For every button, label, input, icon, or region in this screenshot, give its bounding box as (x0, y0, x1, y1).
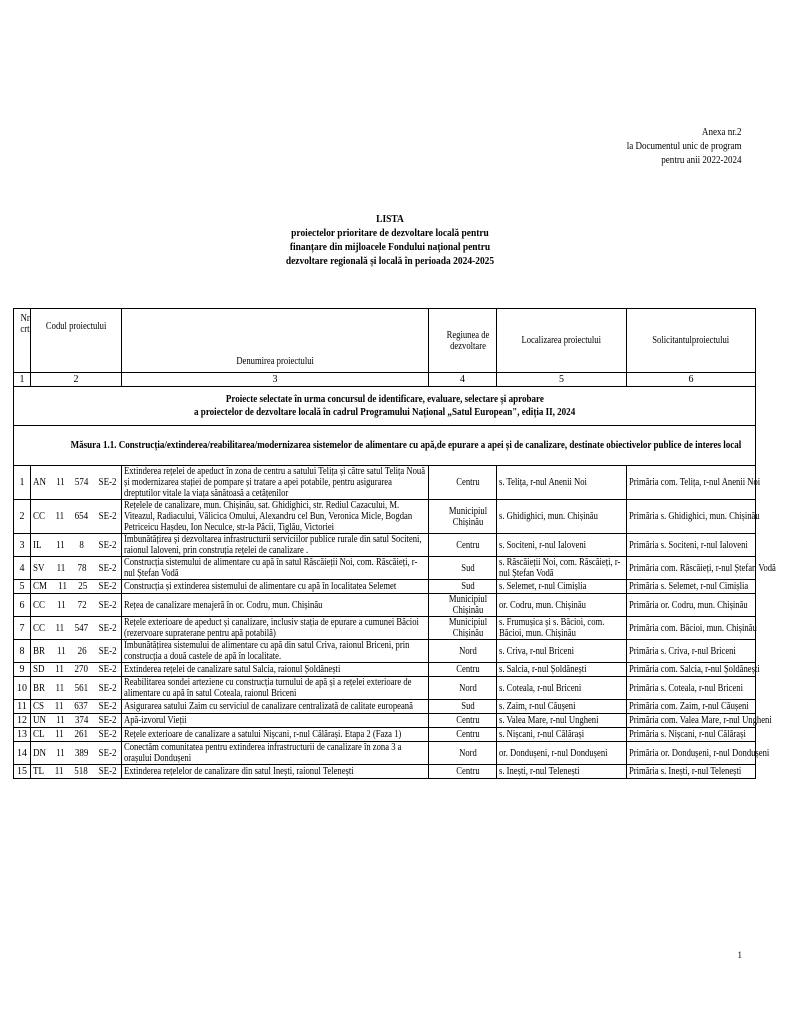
project-name: Construcția și extinderea sistemului de alimentare cu apă în localitatea Selemet (122, 580, 429, 594)
project-location: s. Nișcani, r-nul Călărași (497, 728, 627, 742)
table-header-row (14, 309, 756, 373)
project-name: Asigurarea satului Zaim cu serviciul de canalizare centralizată de calitate europeană (122, 700, 429, 714)
project-location: s. Coteala, r-nul Briceni (497, 677, 627, 700)
project-applicant: Primăria or. Dondușeni, r-nul Dondușeni (627, 742, 756, 765)
project-location: or. Dondușeni, r-nul Dondușeni (497, 742, 627, 765)
project-code-part: 11 (56, 645, 66, 657)
development-region: Municipiul Chișinău (429, 500, 497, 534)
development-region: Centru (429, 714, 497, 728)
development-region: Centru (429, 466, 497, 500)
header-applicant: Solicitantulproiectului (627, 309, 756, 373)
development-region: Centru (429, 765, 497, 779)
project-code (31, 534, 122, 557)
project-code-part: CC (33, 511, 46, 522)
title-line-1: LISTA (376, 213, 404, 225)
project-name: Extinderea rețelelor de canalizare din satul Inești, raionul Telenești (122, 765, 429, 779)
measure-heading-row (14, 426, 756, 466)
row-number: 5 (14, 580, 31, 594)
table-row (14, 742, 756, 765)
column-number: 6 (627, 373, 756, 387)
project-code-part: BR (33, 682, 46, 694)
project-applicant: Primăria or. Codru, mun. Chișinău (627, 594, 756, 617)
project-code (31, 728, 122, 742)
table-row (14, 700, 756, 714)
project-code-part: CC (33, 622, 46, 634)
row-number: 14 (14, 742, 31, 765)
project-code-part: 11 (56, 747, 65, 759)
project-location: or. Codru, mun. Chișinău (497, 594, 627, 617)
project-code-part: SE-2 (98, 664, 117, 675)
row-number: 15 (14, 765, 31, 779)
project-applicant: Primăria com. Salcia, r-nul Șoldănești (627, 663, 756, 677)
project-name: Reabilitarea sondei arteziene cu construcția turnului de apă și a rețelei exterioare de alimentare cu apă în satul Coteala, raionul Briceni (122, 677, 429, 700)
project-code-part: 389 (74, 747, 89, 759)
project-location: s. Inești, r-nul Telenești (497, 765, 627, 779)
project-code-part: SE-2 (98, 581, 117, 592)
development-region: Centru (429, 728, 497, 742)
development-region: Sud (429, 580, 497, 594)
title-line-3: finanțare din mijloacele Fondului național pentru (289, 241, 491, 253)
project-name: Îmbunătățirea și dezvoltarea infrastructurii serviciilor publice rurale din satul Sociteni, raionul Ialoveni, prin construția rețelei de canalizare . (122, 534, 429, 557)
project-code-part: 8 (79, 539, 84, 551)
project-code-part: 518 (74, 766, 88, 777)
header-code: Codul proiectului (31, 309, 122, 373)
project-code-part: CM (33, 581, 48, 592)
project-code (31, 714, 122, 728)
project-code-part: 11 (55, 511, 65, 522)
column-number: 5 (497, 373, 627, 387)
project-code-part: 11 (56, 539, 65, 551)
table-row (14, 714, 756, 728)
project-code-part: SE-2 (98, 477, 117, 488)
project-code-part: 25 (78, 581, 88, 592)
project-applicant: Primăria s. Selemet, r-nul Cimișlia (627, 580, 756, 594)
project-code-part: 11 (58, 581, 67, 592)
project-code-part: DN (33, 747, 47, 759)
project-code-part: IL (33, 539, 42, 551)
project-name: Rețea de canalizare menajeră în or. Codru, mun. Chișinău (122, 594, 429, 617)
table-row (14, 500, 756, 534)
project-code-part: 654 (74, 511, 89, 522)
project-name: Extinderea rețelei de canalizare satul Salcia, raionul Șoldănești (122, 663, 429, 677)
project-code-part: 261 (74, 729, 88, 740)
project-code (31, 765, 122, 779)
project-name: Extinderea rețelei de apeduct în zona de centru a satului Telița și către satul Telița Nouă și modernizarea stației de pompare și tratare a apei potabile, pentru asigurarea dreptutilor vitale la viața sănătoasă a cetățenilor (122, 466, 429, 500)
page-number: 1 (737, 950, 742, 960)
project-code-part: 547 (74, 622, 89, 634)
table-row (14, 557, 756, 580)
row-number: 1 (14, 466, 31, 500)
project-code-part: 637 (74, 701, 88, 712)
project-code (31, 663, 122, 677)
development-region: Nord (429, 677, 497, 700)
project-applicant: Primăria s. Ghidighici, mun. Chișinău (627, 500, 756, 534)
row-number: 13 (14, 728, 31, 742)
row-number: 6 (14, 594, 31, 617)
project-applicant: Primăria s. Nișcani, r-nul Călărași (627, 728, 756, 742)
row-number: 8 (14, 640, 31, 663)
development-region: Centru (429, 534, 497, 557)
project-code-part: 374 (74, 715, 89, 726)
project-name: Construcția sistemului de alimentare cu apă în satul Răscăieții Noi, com. Răscăieți, r-nul Ștefan Vodă (122, 557, 429, 580)
project-code-part: SE-2 (98, 729, 117, 740)
project-applicant: Primăria s. Criva, r-nul Briceni (627, 640, 756, 663)
section-heading: Proiecte selectate în urma concursul de identificare, evaluare, selectare și aprobare a proiectelor de dezvoltare locală în cadrul Programului Național „Satul European", ediția II, 2024 (14, 387, 756, 426)
project-code-part: SE-2 (98, 539, 117, 551)
annex-line-3: pentru anii 2022-2024 (661, 155, 742, 166)
column-number: 2 (31, 373, 122, 387)
project-code-part: SE-2 (98, 766, 117, 777)
project-code-part: 574 (74, 477, 89, 488)
project-code (31, 466, 122, 500)
project-location: s. Zaim, r-nul Căușeni (497, 700, 627, 714)
project-code-part: 26 (77, 645, 87, 657)
project-applicant: Primăria com. Zaim, r-nul Căușeni (627, 700, 756, 714)
project-code-part: 11 (55, 622, 65, 634)
development-region: Centru (429, 663, 497, 677)
header-name: Denumirea proiectului (122, 309, 429, 373)
table-row (14, 640, 756, 663)
project-code (31, 742, 122, 765)
table-row (14, 594, 756, 617)
development-region: Nord (429, 640, 497, 663)
project-code (31, 640, 122, 663)
project-location: s. Răscăieții Noi, com. Răscăieți, r-nul Ștefan Vodă (497, 557, 627, 580)
development-region: Nord (429, 742, 497, 765)
project-code-part: SE-2 (98, 701, 117, 712)
projects-table (13, 308, 776, 779)
project-code-part: 11 (56, 599, 66, 611)
title-line-4: dezvoltare regională și locală în perioada 2024-2025 (285, 255, 495, 267)
project-location: s. Salcia, r-nul Șoldănești (497, 663, 627, 677)
section-heading-row (14, 387, 756, 426)
project-applicant: Primăria s. Inești, r-nul Telenești (627, 765, 756, 779)
header-location: Localizarea proiectului (497, 309, 627, 373)
row-number: 12 (14, 714, 31, 728)
project-code-part: 270 (74, 664, 88, 675)
table-row (14, 663, 756, 677)
table-row (14, 580, 756, 594)
project-code-part: 11 (55, 682, 65, 694)
project-code-part: SE-2 (98, 599, 117, 611)
project-code-part: SD (33, 664, 45, 675)
header-region: Regiunea de dezvoltare (429, 309, 497, 373)
project-code-part: 11 (56, 562, 66, 574)
project-code-part: CS (33, 701, 45, 712)
project-code-part: BR (33, 645, 46, 657)
project-code-part: 11 (56, 477, 65, 488)
project-code-part: 11 (54, 701, 64, 712)
table-row (14, 765, 756, 779)
row-number: 9 (14, 663, 31, 677)
table-row (14, 466, 756, 500)
title-line-2: proiectelor prioritare de dezvoltare locală pentru (291, 227, 489, 239)
column-number: 3 (122, 373, 429, 387)
project-name: Conectăm comunitatea pentru extinderea infrastructurii de canalizare în zona 3 a orașului Dondușeni (122, 742, 429, 765)
project-name: Rețele exterioare de apeduct și canalizare, inclusiv stația de epurare a cumunei Băcioi (rezervoare supraterane pentru apă potabilă) (122, 617, 429, 640)
column-number: 1 (14, 373, 31, 387)
project-code (31, 580, 122, 594)
row-number: 10 (14, 677, 31, 700)
column-number: 4 (429, 373, 497, 387)
project-code-part: SE-2 (98, 682, 117, 694)
table-row (14, 534, 756, 557)
annex-line-1: Anexa nr.2 (702, 127, 742, 138)
project-code (31, 594, 122, 617)
project-name: Îmbunătățirea sistemului de alimentare cu apă din satul Criva, raionul Briceni, prin construcția a două castele de apă în localitate. (122, 640, 429, 663)
project-location: s. Ghidighici, mun. Chișinău (497, 500, 627, 534)
project-applicant: Primăria com. Răscăieți, r-nul Ștefan Vodă (627, 557, 756, 580)
project-code-part: 11 (54, 766, 64, 777)
project-code-part: 11 (56, 715, 65, 726)
row-number: 4 (14, 557, 31, 580)
project-location: s. Telița, r-nul Anenii Noi (497, 466, 627, 500)
annex-line-2: la Documentul unic de program (627, 141, 742, 152)
project-code (31, 500, 122, 534)
table-row (14, 728, 756, 742)
project-code (31, 677, 122, 700)
header-nr: Nr. crt. (14, 309, 31, 373)
project-code-part: UN (33, 715, 47, 726)
project-location: s. Frumușica și s. Băcioi, com. Băcioi, mun. Chișinău (497, 617, 627, 640)
column-number-row (14, 373, 756, 387)
project-code-part: 11 (55, 729, 64, 740)
row-number: 3 (14, 534, 31, 557)
project-code-part: 72 (77, 599, 87, 611)
project-code-part: AN (33, 477, 47, 488)
development-region: Sud (429, 557, 497, 580)
document-title (190, 212, 590, 268)
project-applicant: Primăria com. Telița, r-nul Anenii Noi (627, 466, 756, 500)
project-location: s. Sociteni, r-nul Ialoveni (497, 534, 627, 557)
project-applicant: Primăria com. Valea Mare, r-nul Ungheni (627, 714, 756, 728)
project-code-part: SE-2 (98, 715, 117, 726)
project-applicant: Primăria s. Sociteni, r-nul Ialoveni (627, 534, 756, 557)
project-applicant: Primăria s. Coteala, r-nul Briceni (627, 677, 756, 700)
project-code-part: SE-2 (98, 622, 117, 634)
project-code-part: SE-2 (98, 645, 117, 657)
project-code-part: SV (33, 562, 45, 574)
row-number: 7 (14, 617, 31, 640)
project-name: Rețele exterioare de canalizare a satului Nișcani, r-nul Călărași. Etapa 2 (Faza 1) (122, 728, 429, 742)
table-row (14, 677, 756, 700)
development-region: Municipiul Chișinău (429, 594, 497, 617)
development-region: Municipiul Chișinău (429, 617, 497, 640)
development-region: Sud (429, 700, 497, 714)
row-number: 2 (14, 500, 31, 534)
project-location: s. Valea Mare, r-nul Ungheni (497, 714, 627, 728)
project-code-part: SE-2 (98, 562, 117, 574)
project-code-part: 561 (74, 682, 89, 694)
project-code-part: SE-2 (98, 511, 117, 522)
project-code (31, 557, 122, 580)
row-number: 11 (14, 700, 31, 714)
project-location: s. Criva, r-nul Briceni (497, 640, 627, 663)
project-location: s. Selemet, r-nul Cimișlia (497, 580, 627, 594)
project-applicant: Primăria com. Băcioi, mun. Chișinău (627, 617, 756, 640)
project-name: Rețelele de canalizare, mun. Chișinău, sat. Ghidighici, str. Rediul Cazacului, M. Viteazul, Radiacului, Vălicica Omului, Alexandru cel Bun, Veronica Micle, Bogdan Petriceicu Hașdeu, Ion Neculce, str-la Păcii, Tiglău, Victoriei (122, 500, 429, 534)
project-code-part: 78 (77, 562, 87, 574)
project-code-part: TL (33, 766, 44, 777)
table-row (14, 617, 756, 640)
project-code-part: SE-2 (98, 747, 117, 759)
project-code-part: CL (33, 729, 45, 740)
project-code (31, 700, 122, 714)
measure-heading: Măsura 1.1. Construcția/extinderea/reabilitarea/modernizarea sistemelor de alimentare cu apă,de epurare a apei și de canalizare, destinate obiectivelor publice de interes local (14, 426, 756, 466)
project-name: Apă-izvorul Vieții (122, 714, 429, 728)
project-code-part: 11 (55, 664, 64, 675)
annex-reference (627, 126, 742, 168)
project-code (31, 617, 122, 640)
project-code-part: CC (33, 599, 46, 611)
